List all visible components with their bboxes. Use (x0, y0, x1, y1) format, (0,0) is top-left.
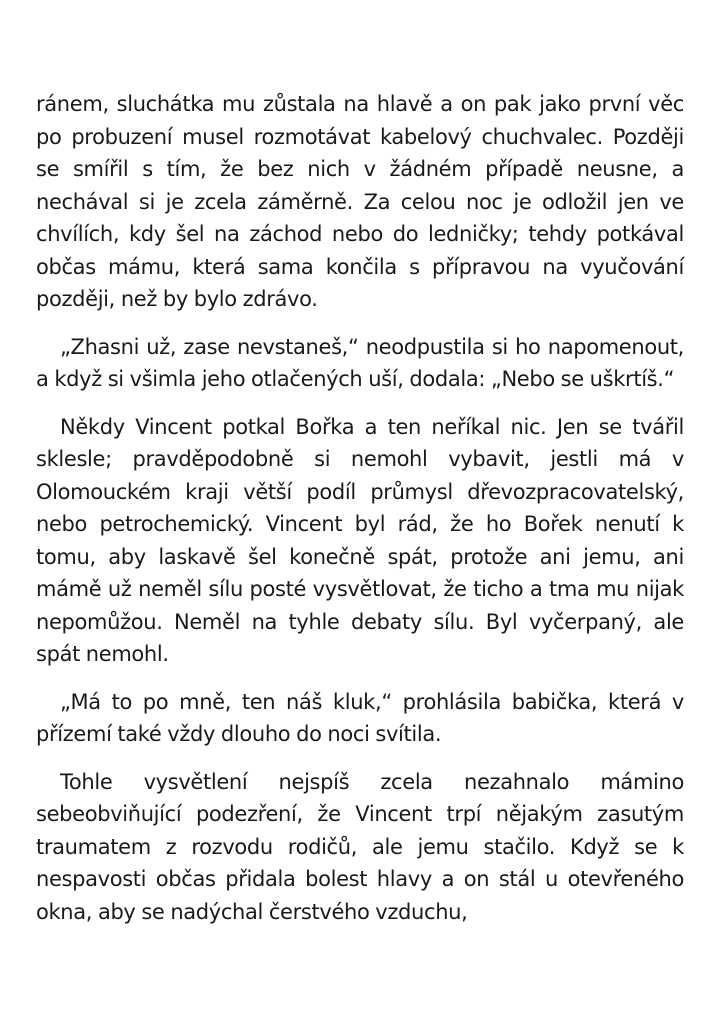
paragraph-2: „Zhasni už, zase nevstaneš,“ neodpustila si ho napomenout, a když si všimla jeho otlačených uší, dodala: „Nebo se uškrtíš.“ (36, 334, 684, 391)
document-page (36, 88, 684, 943)
paragraph-3: Někdy Vincent potkal Bořka a ten neříkal nic. Jen se tvářil sklesle; pravděpodobně si nemohl vybavit, jestli má v Olomouckém kraji větší podíl průmysl dřevozpracovatelský, nebo petrochemický. Vincent byl rád, že ho Bořek nenutí k tomu, aby laskavě šel konečně spát, protože ani jemu, ani mámě už neměl sílu posté vysvětlovat, že ticho a tma mu nijak nepomůžou. Neměl na tyhle debaty sílu. Byl vyčerpaný, ale spát nemohl. (36, 414, 684, 666)
paragraph-4: „Má to po mně, ten náš kluk,“ prohlásila babička, která v přízemí také vždy dlouho do noci svítila. (36, 689, 684, 746)
paragraph-1: ránem, sluchátka mu zůstala na hlavě a on pak jako první věc po probuzení musel rozmotávat kabelový chuchvalec. Později se smířil s tím, že bez nich v žádném případě neusne, a nechával si je zcela záměrně. Za celou noc je odložil jen ve chvílích, kdy šel na záchod nebo do ledničky; tehdy potkával občas mámu, která sama končila s přípravou na vyučování později, než by bylo zdrávo. (36, 92, 684, 311)
paragraph-5: Tohle vysvětlení nejspíš zcela nezahnalo mámino sebeobviňující podezření, že Vincent trpí nějakým zasutým traumatem z rozvodu rodičů, ale jemu stačilo. Když se k nespavosti občas přidala bolest hlavy a on stál u otevřeného okna, aby se nadýchal čerstvého vzduchu, (36, 769, 684, 924)
